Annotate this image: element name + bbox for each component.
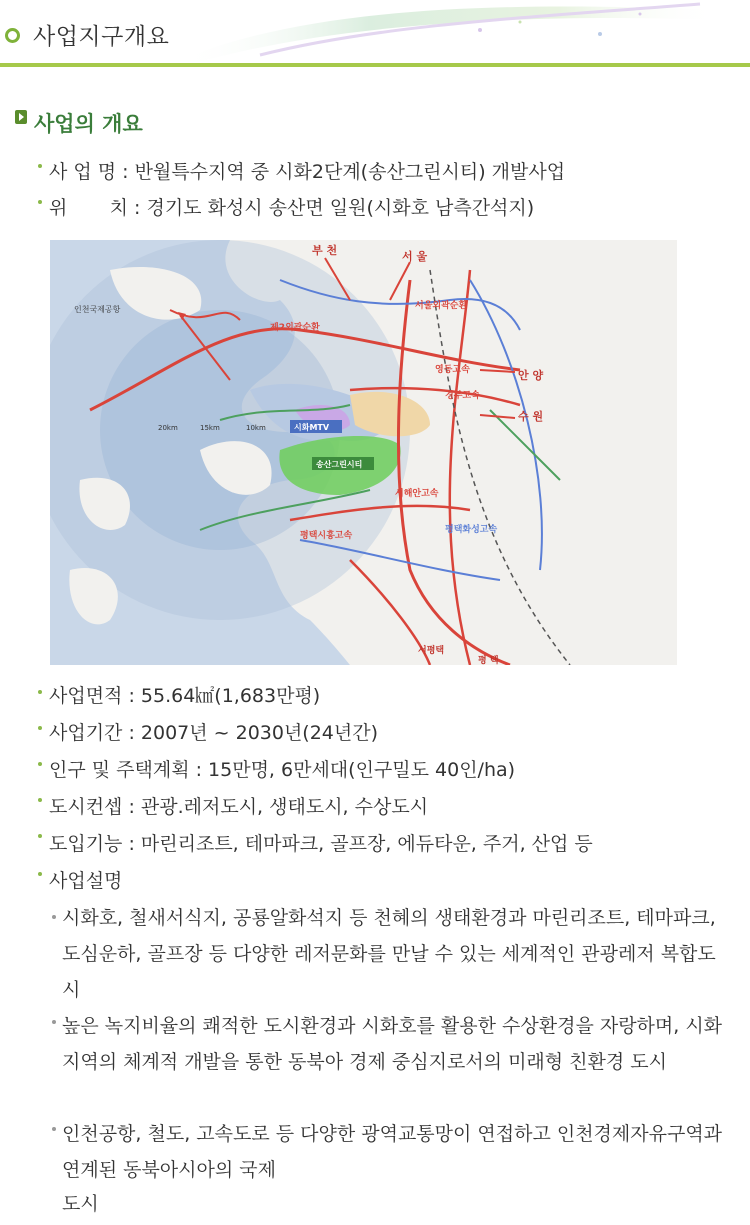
map-distance-20: 20km	[158, 424, 178, 432]
map-label-seopyeongtaek: 서평택	[418, 646, 445, 656]
location-map	[50, 240, 677, 665]
map-label-bucheon: 부 천	[312, 244, 338, 257]
map-distance-10: 10km	[246, 424, 266, 432]
page-header	[0, 0, 750, 68]
map-label-seoul-ring: 서울외곽순환	[415, 301, 468, 311]
map-label-gyeongbu: 경부고속	[445, 391, 480, 401]
description-item-continued: 도시	[62, 1193, 99, 1215]
section-play-icon	[15, 110, 27, 124]
map-label-anyang: 안 양	[518, 369, 544, 382]
sub-bullet-icon	[52, 1127, 56, 1131]
map-label-sihwa-mtv: 시화MTV	[294, 423, 330, 432]
info-location: 위 치 : 경기도 화성시 송산면 일원(시화호 남측간석지)	[49, 197, 535, 219]
description-item: 시화호, 철새서식지, 공룡알화석지 등 천혜의 생태환경과 마린리조트, 테마파크, 도심운하, 골프장 등 다양한 레저문화를 만날 수 있는 세계적인 관광레저 복합도시	[62, 907, 716, 1001]
bullet-icon	[38, 762, 42, 766]
info-period: 사업기간 : 2007년 ~ 2030년(24년간)	[49, 722, 379, 744]
bullet-icon	[38, 872, 42, 876]
info-concept: 도시컨셉 : 관광.레저도시, 생태도시, 수상도시	[49, 796, 429, 818]
bullet-icon	[38, 726, 42, 730]
info-functions: 도입기능 : 마린리조트, 테마파크, 골프장, 에듀타운, 주거, 산업 등	[49, 833, 593, 855]
sub-bullet-icon	[52, 1020, 56, 1024]
header-ring-icon	[5, 28, 20, 43]
info-population: 인구 및 주택계획 : 15만명, 6만세대(인구밀도 40인/ha)	[49, 759, 516, 781]
bullet-icon	[38, 164, 42, 168]
info-area: 사업면적 : 55.64㎢(1,683만평)	[49, 685, 321, 707]
description-item: 높은 녹지비율의 쾌적한 도시환경과 시화호를 활용한 수상환경을 자랑하며, 시화지역의 체계적 개발을 통한 동북아 경제 중심지로서의 미래형 친환경 도시	[62, 1015, 723, 1073]
bullet-icon	[38, 200, 42, 204]
map-label-airport: 인천국제공항	[74, 305, 121, 314]
section-title: 사업의 개요	[34, 112, 143, 136]
info-name: 사 업 명 : 반월특수지역 중 시화2단계(송산그린시티) 개발사업	[49, 161, 566, 183]
bullet-icon	[38, 690, 42, 694]
sub-bullet-icon	[52, 915, 56, 919]
map-label-pyeongtaek-hwaseong: 평택화성고속	[445, 525, 498, 535]
info-description-label: 사업설명	[49, 870, 123, 892]
map-label-pyeongtaek: 평 택	[478, 656, 499, 665]
map-label-sudokwon: 제2외곽순환	[270, 323, 320, 333]
map-label-songsan: 송산그린시티	[316, 460, 363, 469]
map-distance-15: 15km	[200, 424, 220, 432]
map-label-seoul: 서 울	[402, 250, 428, 263]
map-label-seohaean: 서해안고속	[395, 489, 439, 499]
map-label-yeongdong: 영동고속	[435, 365, 470, 375]
map-label-suwon: 수 원	[518, 410, 544, 423]
map-label-pyeongtaek-siheung: 평택시흥고속	[300, 531, 353, 541]
bullet-icon	[38, 798, 42, 802]
header-divider	[0, 63, 750, 67]
description-item: 인천공항, 철도, 고속도로 등 다양한 광역교통망이 연접하고 인천경제자유구역과 연계된 동북아시아의 국제	[62, 1123, 723, 1181]
page-title: 사업지구개요	[33, 24, 170, 50]
bullet-icon	[38, 834, 42, 838]
